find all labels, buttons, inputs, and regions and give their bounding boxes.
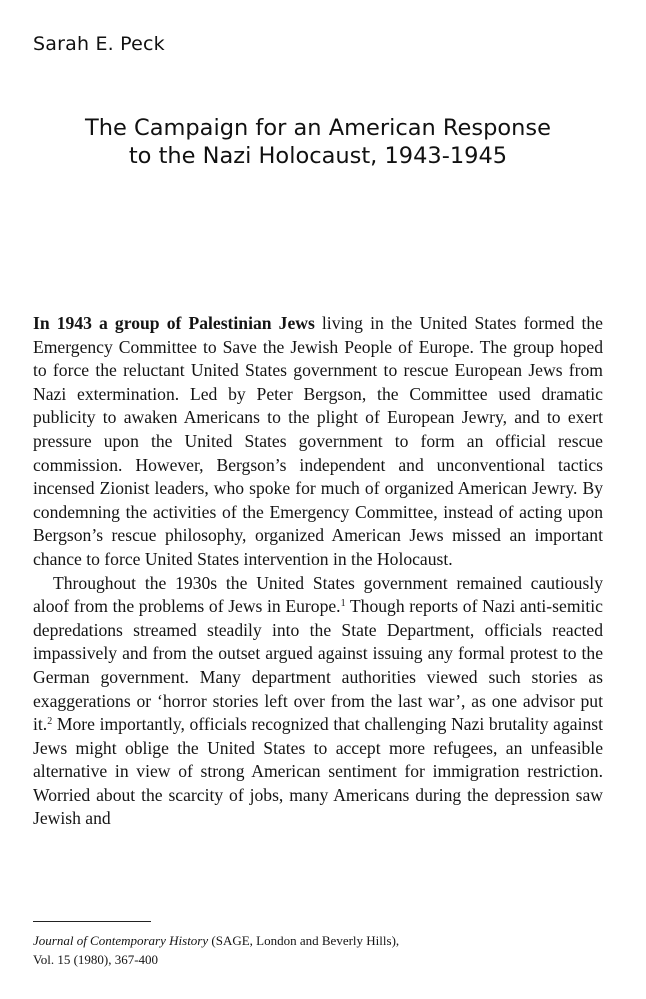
title-line-1: The Campaign for an American Response: [84, 115, 551, 141]
paragraph-2-text-c: More importantly, officials recognized that challenging Nazi brutality against Jews might oblige the United States to accept more refugees, an unfeasible alternative in view of strong American sentiment for immigration restriction. Worried about the scarcity of jobs, many Americans during the depression saw Jewish and: [33, 714, 603, 829]
publisher-info: (SAGE, London and Beverly Hills),: [208, 933, 400, 948]
paragraph-2-text-b: Though reports of Nazi anti-semitic depredations streamed steadily into the State Department, officials reacted impassively and from the outset argued against issuing any formal protest to the German government. Many department authorities viewed such stories as exaggerations or ‘horror stories left over from the last war’, as one advisor put it.: [33, 596, 603, 735]
lead-in-text: In 1943 a group of Palestinian Jews: [33, 313, 315, 333]
footnote-ref-1: 1: [340, 598, 346, 610]
footnote-ref-2: 2: [47, 716, 53, 728]
paragraph-1: [33, 312, 603, 572]
paragraph-1-text: living in the United States formed the Emergency Committee to Save the Jewish People of Europe. The group hoped to force the reluctant United States government to rescue European Jews from Nazi extermination. Led by Peter Bergson, the Committee used dramatic publicity to awaken Americans to the plight of European Jewry, and to exert pressure upon the United States government to form an official rescue commission. However, Bergson’s independent and unconventional tactics incensed Zionist leaders, who spoke for much of organized American Jewry. By condemning the activities of the Emergency Committee, instead of acting upon Bergson’s rescue philosophy, organized American Jews missed an important chance to force United States intervention in the Holocaust.: [33, 313, 603, 569]
paragraph-2: [33, 572, 603, 832]
journal-name: Journal of Contemporary History: [33, 933, 209, 948]
citation-line-1: [33, 931, 603, 950]
citation-line-2: Vol. 15 (1980), 367-400: [33, 952, 159, 967]
article-body: [33, 312, 603, 831]
footnote-divider: [33, 921, 151, 922]
author-name: Sarah E. Peck: [33, 33, 165, 55]
paragraph-2-text-a: Throughout the 1930s the United States government remained cautiously aloof from the problems of Jews in Europe.: [33, 572, 603, 617]
article-title: [30, 114, 606, 170]
title-line-2: to the Nazi Holocaust, 1943-1945: [128, 143, 508, 169]
journal-citation: [33, 931, 603, 969]
